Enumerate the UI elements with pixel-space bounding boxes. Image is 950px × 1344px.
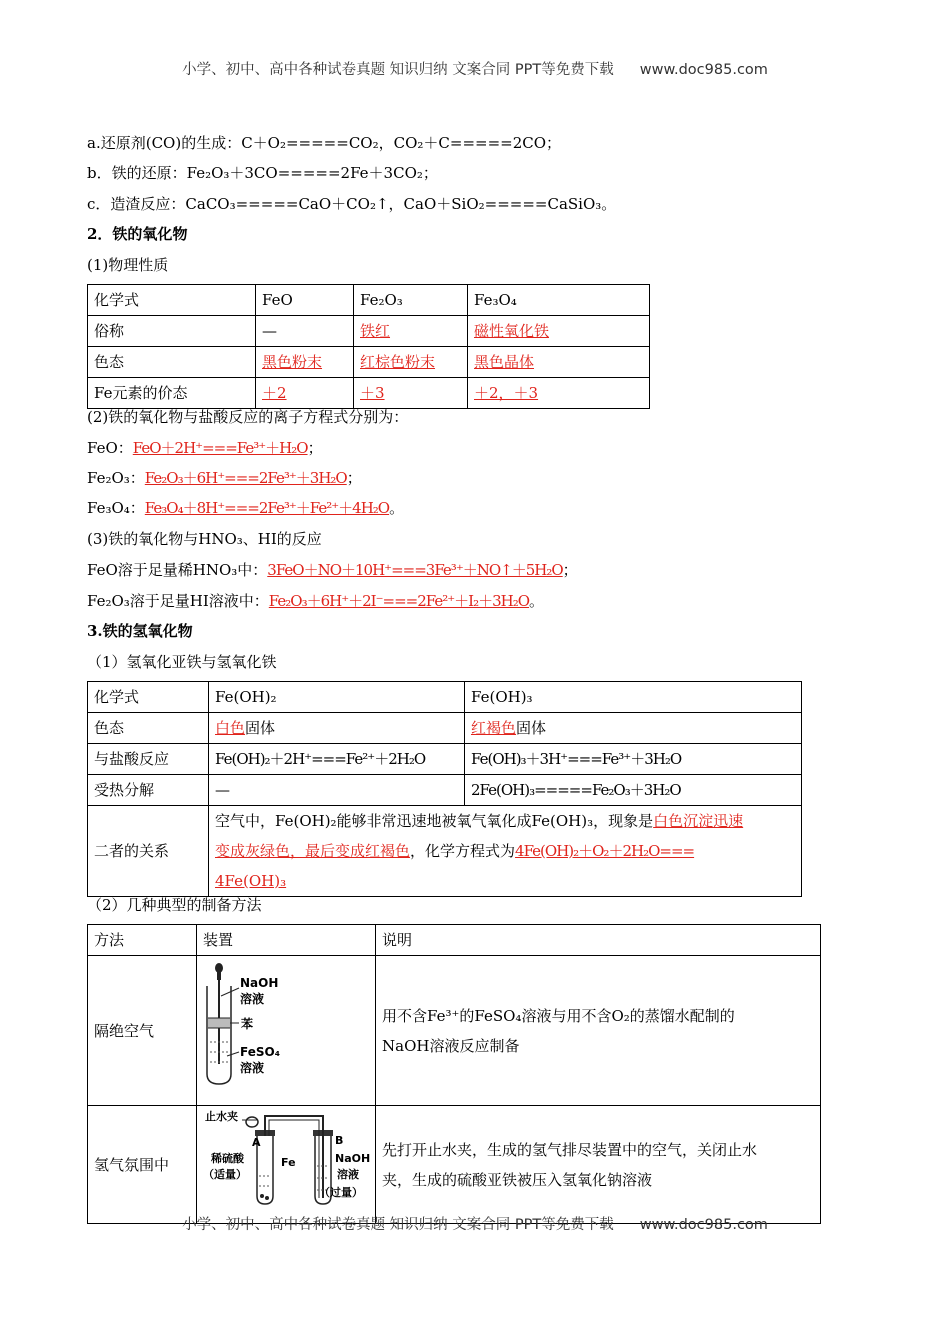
page-header (0, 58, 950, 79)
label-solution: 溶液 (337, 1168, 359, 1181)
table-cell: ＋3 (354, 378, 468, 409)
section2-sub3: (3)铁的氧化物与HNO₃、HI的反应 (87, 530, 322, 548)
table-row (88, 378, 650, 409)
table-header-cell: Fe(OH)₂ (209, 682, 465, 713)
table-cell: — (256, 316, 354, 347)
table-header-cell: 方法 (88, 925, 197, 956)
hydroxide-table (87, 681, 802, 897)
eq-fe3o4-line: Fe₃O₄：Fe₃O₄＋8H⁺===2Fe³⁺＋Fe²⁺＋4H₂O。 (87, 499, 405, 517)
prep-table (87, 924, 821, 1224)
table-header-cell: Fe₃O₄ (468, 285, 650, 316)
table-cell: 2Fe(OH)₃=====Fe₂O₃＋3H₂O (465, 775, 802, 806)
label-a: A (252, 1136, 261, 1149)
row-label: 色态 (88, 713, 209, 744)
table-row (88, 316, 650, 347)
table-cell: — (209, 775, 465, 806)
table-cell: ＋2 (256, 378, 354, 409)
table-row (88, 285, 650, 316)
eq-label: Fe₃O₄： (87, 499, 145, 517)
table-cell: 黑色晶体 (468, 347, 650, 378)
row-label: 与盐酸反应 (88, 744, 209, 775)
table-header-cell: 说明 (376, 925, 821, 956)
eq-label: FeO： (87, 439, 133, 457)
label-clamp: 止水夹 (205, 1110, 238, 1123)
table-row (88, 775, 802, 806)
label-fe: Fe (281, 1156, 296, 1169)
apparatus-cell (197, 1106, 376, 1224)
label-naoh: NaOH (335, 1152, 371, 1165)
label-naoh-amount: （过量） (319, 1186, 363, 1199)
reaction-a: a.还原剂(CO)的生成：C＋O₂=====CO₂，CO₂＋C=====2CO； (87, 134, 562, 152)
label-b: B (335, 1134, 344, 1147)
eq-hi-line: Fe₂O₃溶于足量HI溶液中：Fe₂O₃＋6H⁺＋2I⁻===2Fe²⁺＋I₂＋3H₂O。 (87, 592, 545, 610)
table-row (88, 956, 821, 1106)
section2-sub1: (1)物理性质 (87, 256, 169, 274)
eq-fe2o3-line: Fe₂O₃：Fe₂O₃＋6H⁺===2Fe³⁺＋3H₂O； (87, 469, 362, 487)
table-header-cell: 化学式 (88, 285, 256, 316)
eq-hi: Fe₂O₃＋6H⁺＋2I⁻===2Fe²⁺＋I₂＋3H₂O (268, 592, 530, 610)
table-row (88, 1106, 821, 1224)
table-cell: Fe(OH)₂＋2H⁺===Fe²⁺＋2H₂O (209, 744, 465, 775)
table-cell: ＋2，＋3 (468, 378, 650, 409)
eq-label: Fe₂O₃： (87, 469, 145, 487)
desc-cell: 用不含Fe³⁺的FeSO₄溶液与用不含O₂的蒸馏水配制的 NaOH溶液反应制备 (376, 956, 821, 1106)
table-row (88, 713, 802, 744)
eq-label: Fe₂O₃溶于足量HI溶液中： (87, 592, 269, 610)
eq-feo-line: FeO：FeO＋2H⁺===Fe³⁺＋H₂O； (87, 439, 323, 457)
label-naoh: NaOH (240, 976, 279, 990)
label-solution: 溶液 (240, 1061, 265, 1075)
label-solution: 溶液 (240, 992, 265, 1006)
label-acid-amount: （适量） (203, 1168, 247, 1181)
table-cell: 黑色粉末 (256, 347, 354, 378)
footer-site[interactable]: www.doc985.com (639, 1217, 768, 1233)
footer-text: 小学、初中、高中各种试卷真题 知识归纳 文案合同 PPT等免费下载 (182, 1217, 614, 1233)
page-footer (0, 1213, 950, 1234)
row-label: 二者的关系 (88, 806, 209, 897)
table-header-cell: Fe(OH)₃ (465, 682, 802, 713)
header-site[interactable]: www.doc985.com (639, 62, 768, 78)
section3-sub2: （2）几种典型的制备方法 (87, 896, 262, 914)
row-label: 色态 (88, 347, 256, 378)
eq-label: FeO溶于足量稀HNO₃中： (87, 561, 268, 579)
eq-feo: FeO＋2H⁺===Fe³⁺＋H₂O (132, 439, 308, 457)
eq-hno3-line: FeO溶于足量稀HNO₃中：3FeO＋NO＋10H⁺===3Fe³⁺＋NO↑＋5H₂O； (87, 561, 578, 579)
section2-sub2: (2)铁的氧化物与盐酸反应的离子方程式分别为： (87, 408, 409, 426)
method-cell: 隔绝空气 (88, 956, 197, 1106)
table-row (88, 347, 650, 378)
table-row (88, 682, 802, 713)
table-header-cell: 化学式 (88, 682, 209, 713)
label-benzene: 苯 (241, 1017, 254, 1031)
eq-fe2o3: Fe₂O₃＋6H⁺===2Fe³⁺＋3H₂O (144, 469, 347, 487)
isolation-apparatus-diagram (197, 956, 375, 1095)
table-row (88, 925, 821, 956)
method-cell: 氢气氛围中 (88, 1106, 197, 1224)
label-acid: 稀硫酸 (211, 1152, 244, 1165)
row-label: Fe元素的价态 (88, 378, 256, 409)
header-text: 小学、初中、高中各种试卷真题 知识归纳 文案合同 PPT等免费下载 (182, 62, 614, 78)
reaction-b: b．铁的还原：Fe₂O₃＋3CO=====2Fe＋3CO₂； (87, 164, 438, 182)
label-feso4: FeSO₄ (240, 1045, 280, 1059)
eq-fe3o4: Fe₃O₄＋8H⁺===2Fe³⁺＋Fe²⁺＋4H₂O (144, 499, 390, 517)
table-cell: Fe(OH)₃＋3H⁺===Fe³⁺＋3H₂O (465, 744, 802, 775)
table-header-cell: FeO (256, 285, 354, 316)
table-cell: 红褐色固体 (465, 713, 802, 744)
table-cell: 红棕色粉末 (354, 347, 468, 378)
apparatus-cell (197, 956, 376, 1106)
table-row (88, 744, 802, 775)
section3-title: 3.铁的氢氧化物 (87, 622, 193, 640)
oxide-table (87, 284, 650, 409)
table-header-cell: 装置 (197, 925, 376, 956)
eq-hno3: 3FeO＋NO＋10H⁺===3Fe³⁺＋NO↑＋5H₂O (267, 561, 563, 579)
desc-cell: 先打开止水夹，生成的氢气排尽装置中的空气，关闭止水 夹，生成的硫酸亚铁被压入氢氧化钠溶液 (376, 1106, 821, 1224)
hydrogen-apparatus-diagram (197, 1106, 375, 1213)
table-cell: 白色固体 (209, 713, 465, 744)
table-cell: 铁红 (354, 316, 468, 347)
table-row (88, 806, 802, 897)
row-label: 受热分解 (88, 775, 209, 806)
table-cell-relation: 空气中，Fe(OH)₂能够非常迅速地被氧气氧化成Fe(OH)₃，现象是白色沉淀迅速 变成灰绿色，最后变成红褐色，化学方程式为4Fe(OH)₂＋O₂＋2H₂O=== 4Fe(OH)₃ (209, 806, 802, 897)
row-label: 俗称 (88, 316, 256, 347)
section2-title: 2．铁的氧化物 (87, 225, 188, 243)
section3-sub1: （1）氢氧化亚铁与氢氧化铁 (87, 653, 277, 671)
reaction-c: c．造渣反应：CaCO₃=====CaO＋CO₂↑，CaO＋SiO₂=====CaSiO₃。 (87, 195, 617, 213)
table-header-cell: Fe₂O₃ (354, 285, 468, 316)
table-cell: 磁性氧化铁 (468, 316, 650, 347)
